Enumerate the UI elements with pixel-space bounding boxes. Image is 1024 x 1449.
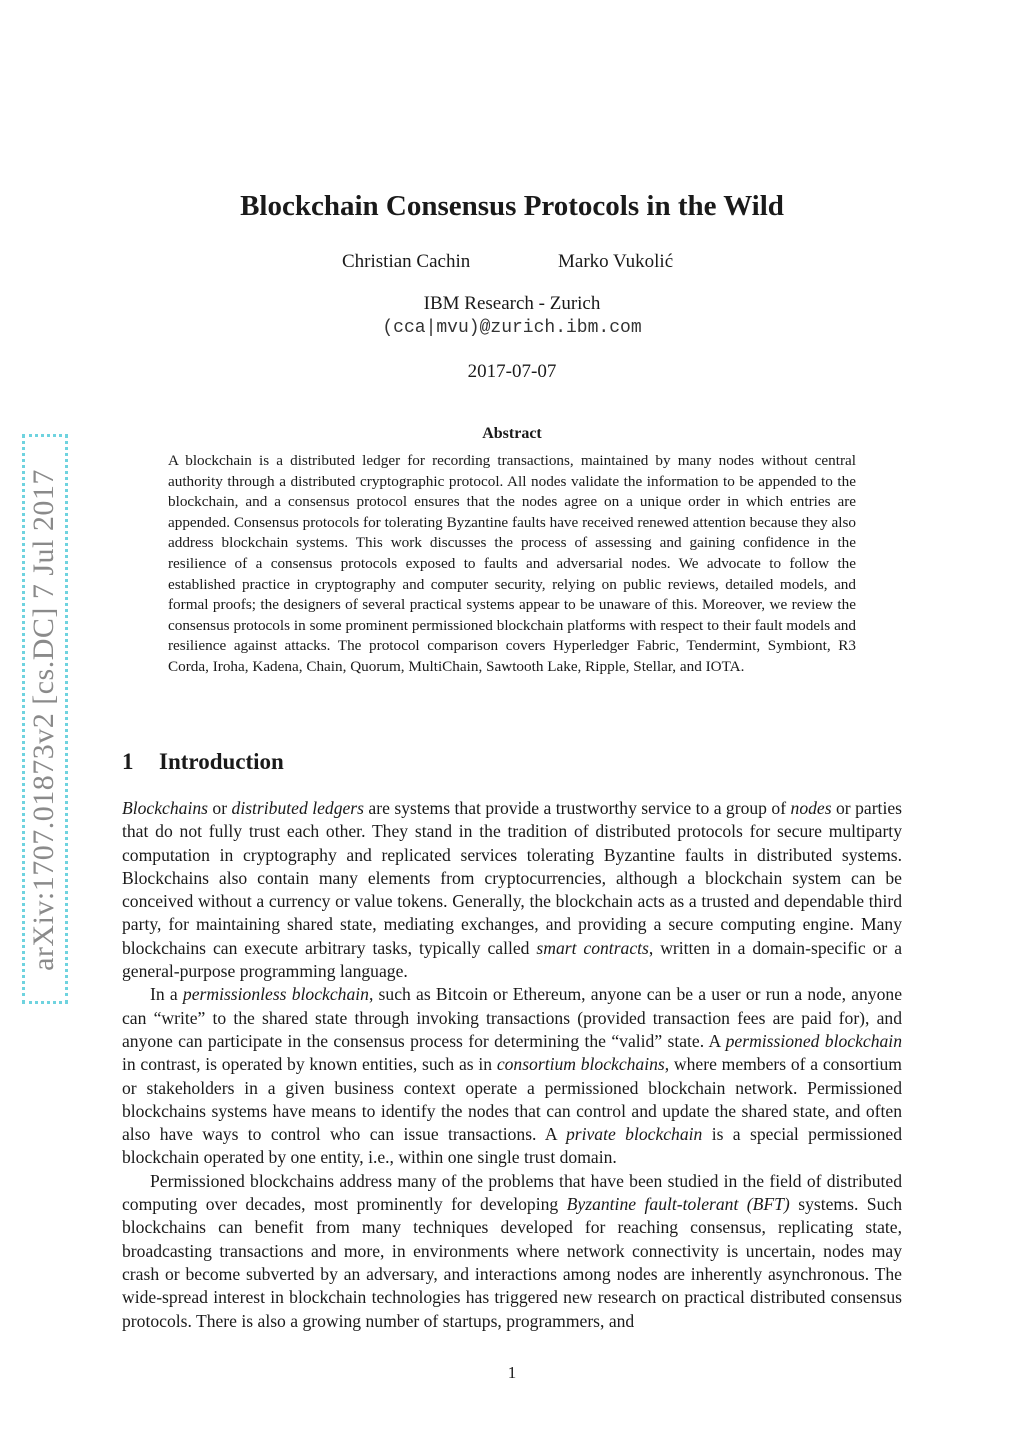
- emphasized-term: nodes: [790, 798, 832, 818]
- section-heading: [122, 749, 284, 775]
- paragraph-text: in contrast, is operated by known entities, such as in: [122, 1054, 497, 1075]
- arxiv-identifier: arXiv:1707.01873v2 [cs.DC] 7 Jul 2017: [27, 469, 60, 971]
- affiliation: IBM Research - Zurich: [423, 293, 601, 314]
- emphasized-term: private blockchain: [565, 1124, 703, 1145]
- paragraph-text: , written in a domain-specific or a general-purpose programming language.: [122, 937, 902, 982]
- paragraph-text: , where members of a consortium or stakeholders in a given business context operate a permissioned blockchain network. Permissioned blockchains systems have means to identify the nodes that can control and update the shared state, and often also have ways to control who can issue transactions. A: [122, 1054, 902, 1145]
- paragraph-text: Permissioned blockchains address many of the problems that have been studied in the field of distributed computing over decades, most prominently for developing: [122, 1170, 902, 1215]
- paragraph-text: In a: [150, 984, 183, 1005]
- paragraph-text: is a special permissioned blockchain operated by one entity, i.e., within one single trust domain.: [122, 1124, 903, 1168]
- emphasized-term: permissionless blockchain: [182, 984, 369, 1005]
- paragraph-text: or: [207, 798, 232, 818]
- paragraph-text: systems. Such blockchains can benefit from many techniques developed for reaching consensus, replicating state, broadcasting transactions and more, in environments where network connectivity is uncertain, nodes may crash or become subverted by an adversary, and interactions among nodes are inherently asynchronous. The wide-spread interest in blockchain technologies has triggered new research on practical distributed consensus protocols. There is also a growing number of startups, programmers, and: [122, 1194, 902, 1331]
- section-number: 1: [122, 749, 134, 774]
- page-number: 1: [507, 1363, 517, 1382]
- section-title: Introduction: [159, 749, 284, 774]
- author-name: Marko Vukolić: [558, 251, 674, 272]
- emphasized-term: Blockchains: [122, 798, 208, 818]
- paragraph-text: are systems that provide a trustworthy service to a group of: [364, 798, 791, 818]
- paragraph: [122, 797, 902, 983]
- paragraph-text: or parties that do not fully trust each other. They stand in the tradition of distributed protocols for secure multiparty computation in cryptography and replicated services tolerating Byzantine faults in distributed systems. Blockchains also contain many elements from cryptocurrencies, although a blockchain system can be conceived without a currency or value tokens. Generally, the blockchain acts as a trusted and dependable third party, for maintaining shared state, mediating exchanges, and providing a secure computing engine. Many blockchains can execute arbitrary tasks, typically called: [122, 798, 902, 958]
- author-email: (cca|mvu)@zurich.ibm.com: [382, 318, 642, 338]
- emphasized-term: distributed ledgers: [231, 798, 364, 818]
- author-name: Christian Cachin: [342, 251, 471, 272]
- abstract-heading: Abstract: [482, 425, 542, 442]
- author-list: [0, 251, 1024, 277]
- emphasized-term: consortium blockchains: [496, 1054, 665, 1075]
- paragraph: [122, 983, 902, 1169]
- emphasized-term: Byzantine fault-tolerant (BFT): [566, 1194, 790, 1215]
- paragraph-text: , such as Bitcoin or Ethereum, anyone can be a user or run a node, anyone can “write” to the shared state through invoking transactions (provided transaction fees are paid for), and anyone can participate in the consensus process for determining the “valid” state. A: [122, 984, 903, 1051]
- paper-title: Blockchain Consensus Protocols in the Wild: [240, 190, 784, 222]
- publication-date: 2017-07-07: [467, 361, 557, 382]
- paragraph: [122, 1170, 902, 1333]
- emphasized-term: permissioned blockchain: [725, 1030, 902, 1051]
- introduction-body: [122, 797, 902, 1333]
- emphasized-term: smart contracts: [536, 937, 649, 958]
- abstract-text: A blockchain is a distributed ledger for recording transactions, maintained by many nodes without central authority through a distributed cryptographic protocol. All nodes validate the information to be appended to the blockchain, and a consensus protocol ensures that the nodes agree on a unique order in which entries are appended. Consensus protocols for tolerating Byzantine faults have received renewed attention because they also address blockchain systems. This work discusses the process of assessing and gaining confidence in the resilience of a consensus protocols exposed to faults and adversarial nodes. We advocate to follow the established practice in cryptography and computer security, relying on public reviews, detailed models, and formal proofs; the designers of several practical systems appear to be unaware of this. Moreover, we review the consensus protocols in some prominent permissioned blockchain platforms with respect to their fault models and resilience against attacks. The protocol comparison covers Hyperledger Fabric, Tendermint, Symbiont, R3 Corda, Iroha, Kadena, Chain, Quorum, MultiChain, Sawtooth Lake, Ripple, Stellar, and IOTA.: [168, 452, 856, 675]
